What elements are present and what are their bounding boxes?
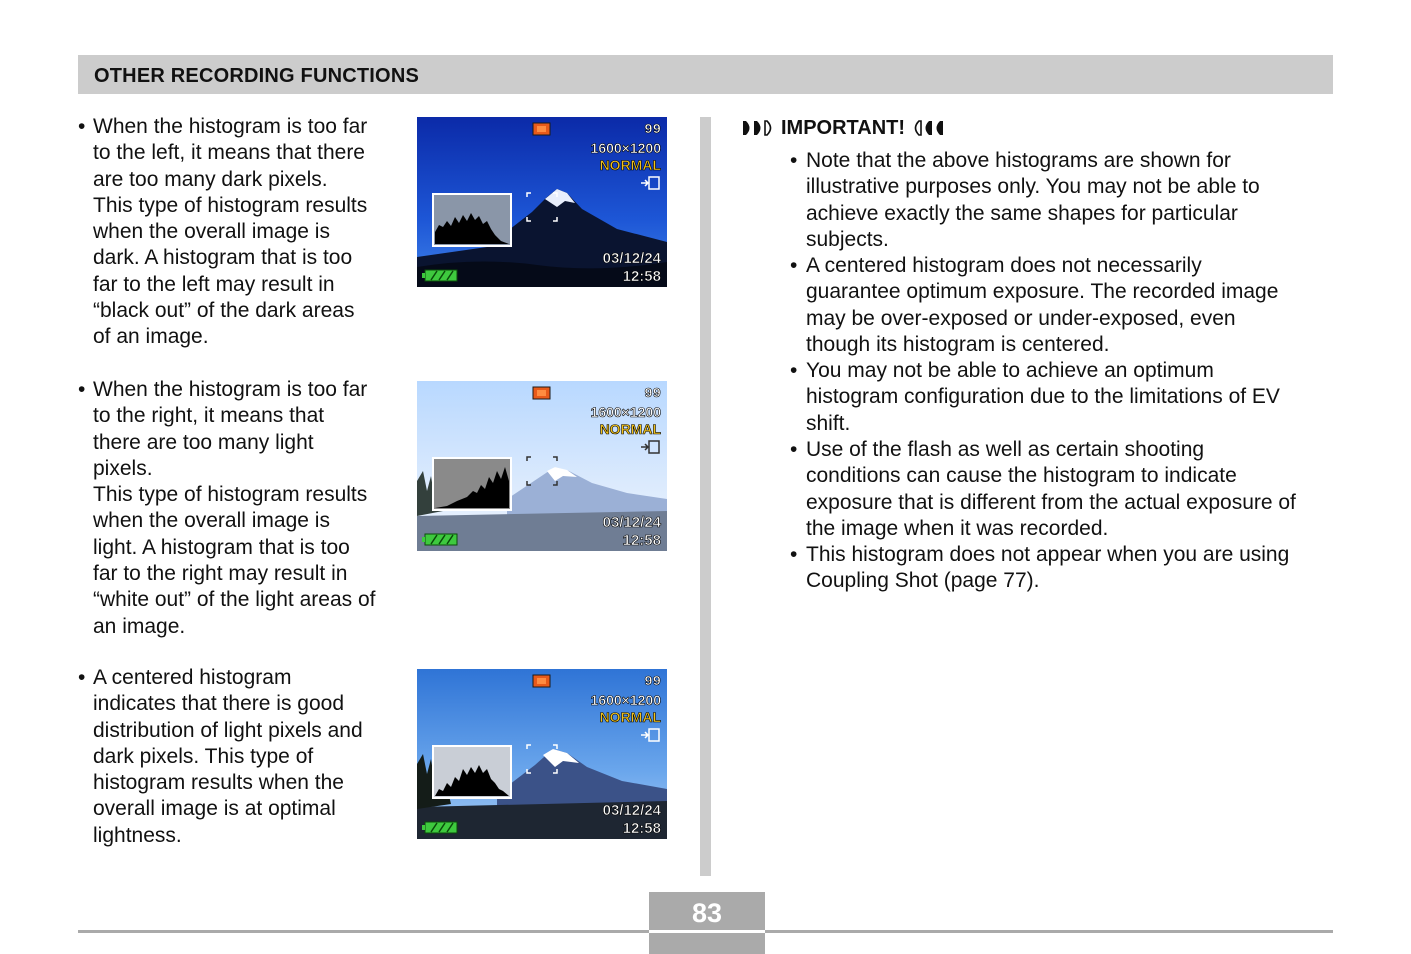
date-readout: 03/12/24 — [602, 802, 661, 819]
time-readout: 12:58 — [622, 532, 661, 549]
important-note: • Use of the flash as well as certain shooting conditions can cause the histogram to indicate exposure that is different from the actual exposure of the image when it was recorded. — [790, 437, 1335, 542]
note-text: This histogram does not appear when you are using Coupling Shot (page 77). — [806, 543, 1290, 593]
important-label: IMPORTANT! — [781, 116, 906, 139]
note-text: Note that the above histograms are shown for illustrative purposes only. You may not be able to achieve exactly the same shapes for particular subjects. — [806, 149, 1260, 251]
histogram-light-description: • When the histogram is too far to the right, it means that there are too many light pixels. This type of histogram results when the overall image is light. A histogram that is too far to the right may result in “white out” of the light areas of an image. — [78, 377, 408, 640]
column-divider — [700, 117, 711, 876]
battery-icon — [422, 270, 457, 281]
camera-screen-dark — [417, 117, 667, 287]
note-text: Use of the flash as well as certain shooting conditions can cause the histogram to indicate exposure that is different from the actual exposure of the image when it was recorded. — [806, 438, 1296, 540]
note-text: You may not be able to achieve an optimum histogram configuration due to the limitations of EV shift. — [806, 359, 1280, 435]
quality-readout: NORMAL — [599, 421, 661, 437]
time-readout: 12:58 — [622, 268, 661, 285]
arrow-right-icon — [743, 120, 775, 136]
header-bar — [78, 55, 1333, 94]
description-text: When the histogram is too far to the left, it means that there are too many dark pixels. This type of histogram results when the overall image is dark. A histogram that is too far to the left may result in “black out” of the dark areas of an image. — [93, 115, 368, 349]
battery-icon — [422, 534, 457, 545]
page-number-box — [649, 892, 765, 954]
resolution-readout: 1600×1200 — [590, 692, 661, 708]
histogram-panel — [433, 194, 511, 246]
time-readout: 12:58 — [622, 820, 661, 837]
histogram-dark-description: • When the histogram is too far to the left, it means that there are too many dark pixels. This type of histogram results when the overall image is dark. A histogram that is too far to the left may result in “black out” of the dark areas of an image. — [78, 114, 408, 351]
date-readout: 03/12/24 — [602, 250, 661, 267]
camera-lcd-image — [417, 669, 667, 839]
battery-icon — [422, 822, 457, 833]
page-number: 83 — [691, 898, 723, 928]
note-text: A centered histogram does not necessarily guarantee optimum exposure. The recorded image may be over-exposed or under-exposed, even though its histogram is centered. — [806, 254, 1279, 356]
shots-remaining: 99 — [644, 674, 661, 690]
arrow-left-icon — [911, 120, 943, 136]
description-text: When the histogram is too far to the right, it means that there are too many light pixels. This type of histogram results when the overall image is light. A histogram that is too far to the right may result in “white out” of the light areas of an image. — [93, 378, 376, 638]
important-note: • This histogram does not appear when you are using Coupling Shot (page 77). — [790, 542, 1335, 595]
quality-readout: NORMAL — [599, 709, 661, 725]
camera-lcd-image — [417, 117, 667, 287]
section-title: OTHER RECORDING FUNCTIONS — [94, 65, 419, 87]
resolution-readout: 1600×1200 — [590, 140, 661, 156]
histogram-panel — [433, 458, 511, 510]
histogram-centered-description: • A centered histogram indicates that there is good distribution of light pixels and dark pixels. This type of histogram results when the overall image is at optimal lightness. — [78, 665, 408, 849]
shots-remaining: 99 — [644, 386, 661, 402]
important-note: • A centered histogram does not necessarily guarantee optimum exposure. The recorded image may be over-exposed or under-exposed, even though its histogram is centered. — [790, 253, 1335, 358]
shots-remaining: 99 — [644, 122, 661, 138]
histogram-panel — [433, 746, 511, 798]
date-readout: 03/12/24 — [602, 514, 661, 531]
description-text: A centered histogram indicates that there is good distribution of light pixels and dark pixels. This type of histogram results when the overall image is at optimal lightness. — [93, 666, 363, 847]
quality-readout: NORMAL — [599, 157, 661, 173]
important-heading — [743, 115, 943, 141]
important-note: • Note that the above histograms are shown for illustrative purposes only. You may not be able to achieve exactly the same shapes for particular subjects. — [790, 148, 1335, 253]
camera-screen-centered — [417, 669, 667, 839]
camera-lcd-image — [417, 381, 667, 551]
resolution-readout: 1600×1200 — [590, 404, 661, 420]
camera-screen-light — [417, 381, 667, 551]
important-note: • You may not be able to achieve an optimum histogram configuration due to the limitations of EV shift. — [790, 358, 1335, 437]
